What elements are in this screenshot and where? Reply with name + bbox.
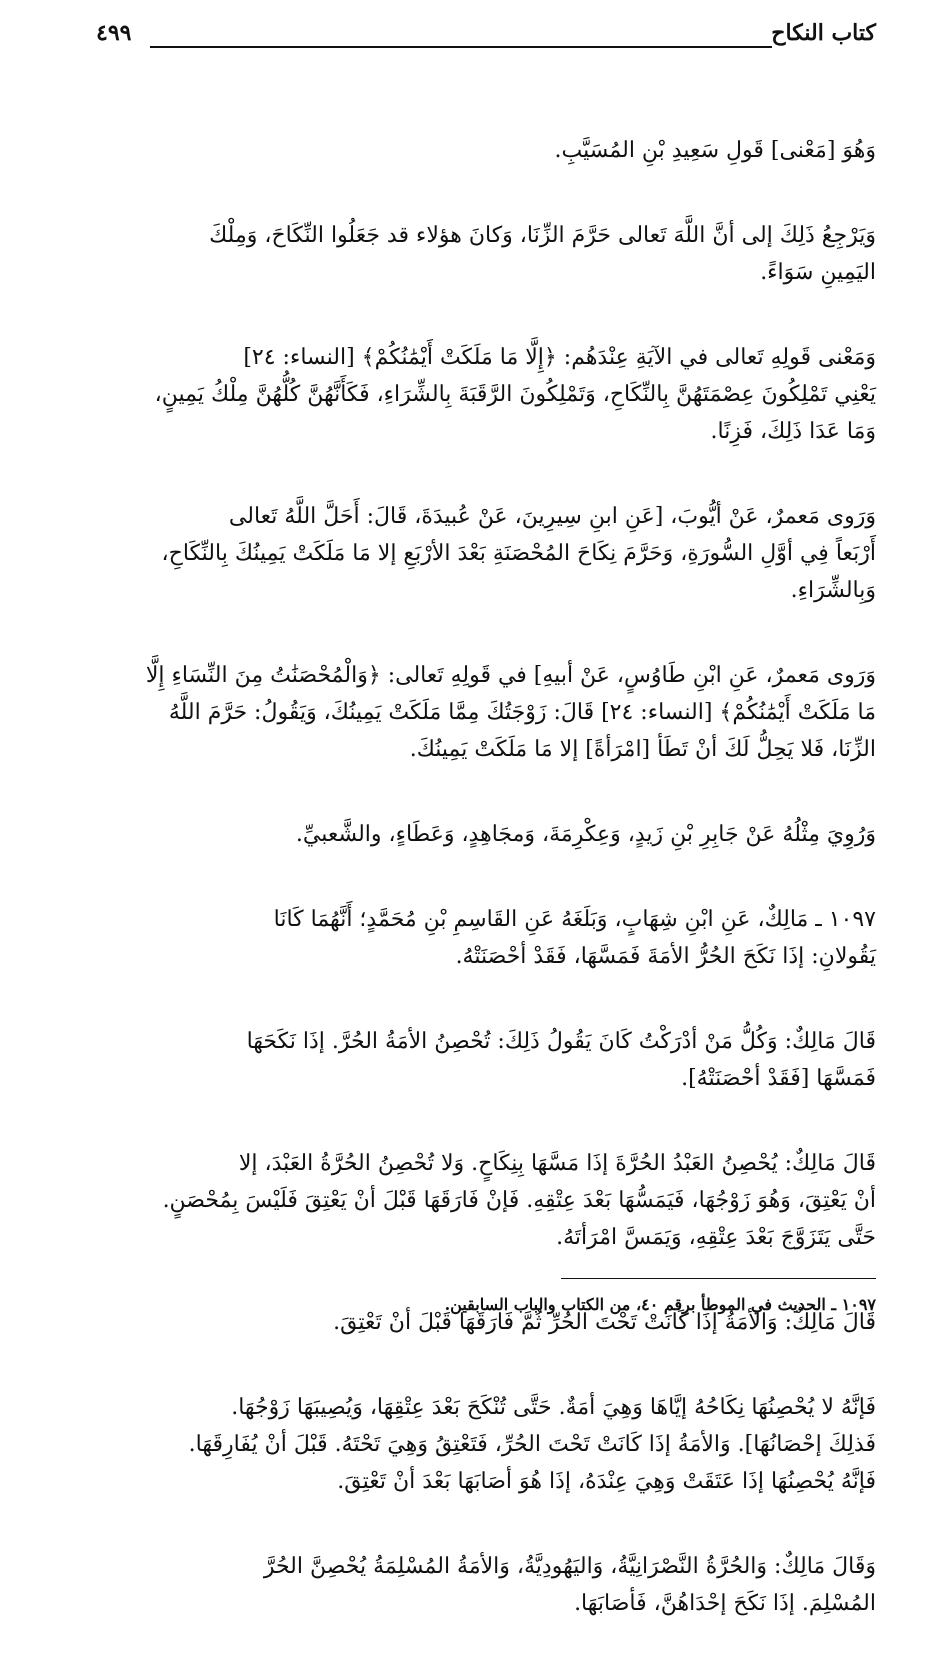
paragraph-11: فَإنَّهُ لا يُحْصِنُهَا نِكَاحُهُ إيَّاهَا وَهِيَ أمَةٌ. حَتَّى تُنْكَحَ بَعْدَ عِتْقِهَا، وَيُصِيبَهَا زَوْجُهَا. فَذلِكَ إحْصَانُهَا]. وَالأمَةُ إذَا كَانَتْ تَحْتَ الحُرِّ، فَتَعْتِقُ وَهِيَ تَحْتَهُ. قَبْلَ أنْ يُفَارِقَهَا. فَإنَّهُ يُحْصِنُهَا إذَا عَتَقَتْ وَهِيَ عِنْدَهُ، إذَا هُوَ أصَابَهَا بَعْدَ أنْ تَعْتِقَ.: [188, 1395, 876, 1494]
paragraph-1: وَهُوَ [مَعْنى] قَولِ سَعِيدِ بْنِ المُسَيَّبِ.: [554, 138, 876, 163]
chapter-title: كتاب النكاح: [771, 20, 876, 46]
main-text: [96, 95, 876, 1670]
paragraph-10: قَالَ مَالِكٌ: وَالأمَةُ إذَا كَانَتْ تَحْتَ الحُرِّ ثُمَّ فَارَقَهَا قَبْلَ أنْ تَعْتِقَ.: [333, 1310, 876, 1335]
paragraph-9: قَالَ مَالِكٌ: يُحْصِنُ العَبْدُ الحُرَّةَ إذَا مَسَّهَا بِنِكَاحٍ. وَلا تُحْصِنُ الحُرَّةُ العَبْدَ، إلا أنْ يَعْتِقَ، وَهُوَ زَوْجُهَا، فَيَمَسُّهَا بَعْدَ عِتْقِهِ. فَإنْ فَارَقَهَا قَبْلَ أنْ يَعْتِقَ فَلَيْسَ بِمُحْصَنٍ. حَتَّى يَتَزَوَّجَ بَعْدَ عِتْقِهِ، وَيَمَسَّ امْرَأتَهُ.: [162, 1151, 876, 1250]
header-rule: [150, 46, 772, 48]
paragraph-4: وَرَوى مَعمرٌ، عَنْ أيُّوبَ، [عَنِ ابنِ سِيرِينَ، عَنْ عُبيدَةَ، قَالَ: أَحَلَّ اللَّهُ تَعالى أَرْبَعاً فِي أوَّلِ السُّورَةِ، وَحَرَّمَ نِكَاحَ المُحْصَنَةِ بَعْدَ الأرْبَعِ إلا مَا مَلَكَتْ يَمِينُكَ بِالنِّكَاحِ، وَبِالشِّرَاءِ.: [161, 504, 876, 603]
page-header: [96, 16, 876, 50]
page-number: ٤٩٩: [96, 20, 132, 46]
footnote: ١٠٩٧ ـ الحديث في الموطأ برقم ٤٠، من الكتاب والباب السابقين.: [444, 1295, 876, 1314]
paragraph-7: ١٠٩٧ ـ مَالِكٌ، عَنِ ابْنِ شِهَابٍ، وَبَلَغَهُ عَنِ القَاسِمِ بْنِ مُحَمَّدٍ؛ أَنَّهُمَا كَانَا يَقُولانِ: إذَا نَكَحَ الحُرُّ الأمَةَ فَمَسَّهَا، فَقَدْ أحْصَنَتْهُ.: [273, 907, 876, 969]
paragraph-2: وَيَرْجِعُ ذَلِكَ إلى أنَّ اللَّهَ تَعالى حَرَّمَ الزِّنَا، وَكانَ هؤلاء قد جَعَلُوا النِّكَاحَ، وَمِلْكَ اليَمِينِ سَوَاءً.: [209, 223, 876, 285]
paragraph-3: وَمَعْنى قَولِهِ تَعالى في الآيَةِ عِنْدَهُم: ﴿إِلَّا مَا مَلَكَتْ أَيْمَٰنُكُمْ﴾ [النساء: ٢٤] يَعْنِي تَمْلِكُونَ عِصْمَتَهُنَّ بِالنِّكَاحِ، وَتَمْلِكُونَ الرَّقَبَةَ بِالشِّرَاءِ، فَكَأَنَّهُنَّ كُلُّهُنَّ مِلْكُ يَمِينٍ، وَمَا عَدَا ذَلِكَ، فَزِنًا.: [154, 345, 876, 444]
paragraph-6: وَرُوِيَ مِثْلُهُ عَنْ جَابِرِ بْنِ زَيدٍ، وَعِكْرِمَةَ، وَمجَاهِدٍ، وَعَطَاءٍ، والشَّعبيِّ.: [295, 822, 876, 847]
paragraph-12: وَقَالَ مَالِكٌ: وَالحُرَّةُ النَّصْرَانِيَّةُ، وَاليَهُودِيَّةُ، وَالأمَةُ المُسْلِمَةُ يُحْصِنَّ الحُرَّ المُسْلِمَ. إذَا نَكَحَ إحْدَاهُنَّ، فَأصَابَهَا.: [263, 1554, 876, 1616]
paragraph-5: وَرَوى مَعمرٌ، عَنِ ابْنِ طَاوُسٍ، عَنْ أبيهِ] في قَولِهِ تَعالى: ﴿وَالْمُحْصَنَٰتُ مِنَ النِّسَاءِ إِلَّا مَا مَلَكَتْ أَيْمَٰنُكُمْ﴾ [النساء: ٢٤] قَالَ: زَوْجَتُكَ مِمَّا مَلَكَتْ يَمِينُكَ، وَيَقُولُ: حَرَّمَ اللَّهُ الزِّنَا، فَلا يَحِلُّ لَكَ أنْ تَطَأ [امْرَأةً] إلا مَا مَلَكَتْ يَمِينُكَ.: [145, 663, 876, 762]
footnote-rule: [561, 1278, 876, 1279]
paragraph-8: قَالَ مَالِكٌ: وَكُلُّ مَنْ أدْرَكْتُ كَانَ يَقُولُ ذَلِكَ: تُحْصِنُ الأمَةُ الحُرَّ. إذَا نَكَحَهَا فَمَسَّهَا [فَقَدْ أحْصَنَتْهُ].: [246, 1029, 876, 1091]
